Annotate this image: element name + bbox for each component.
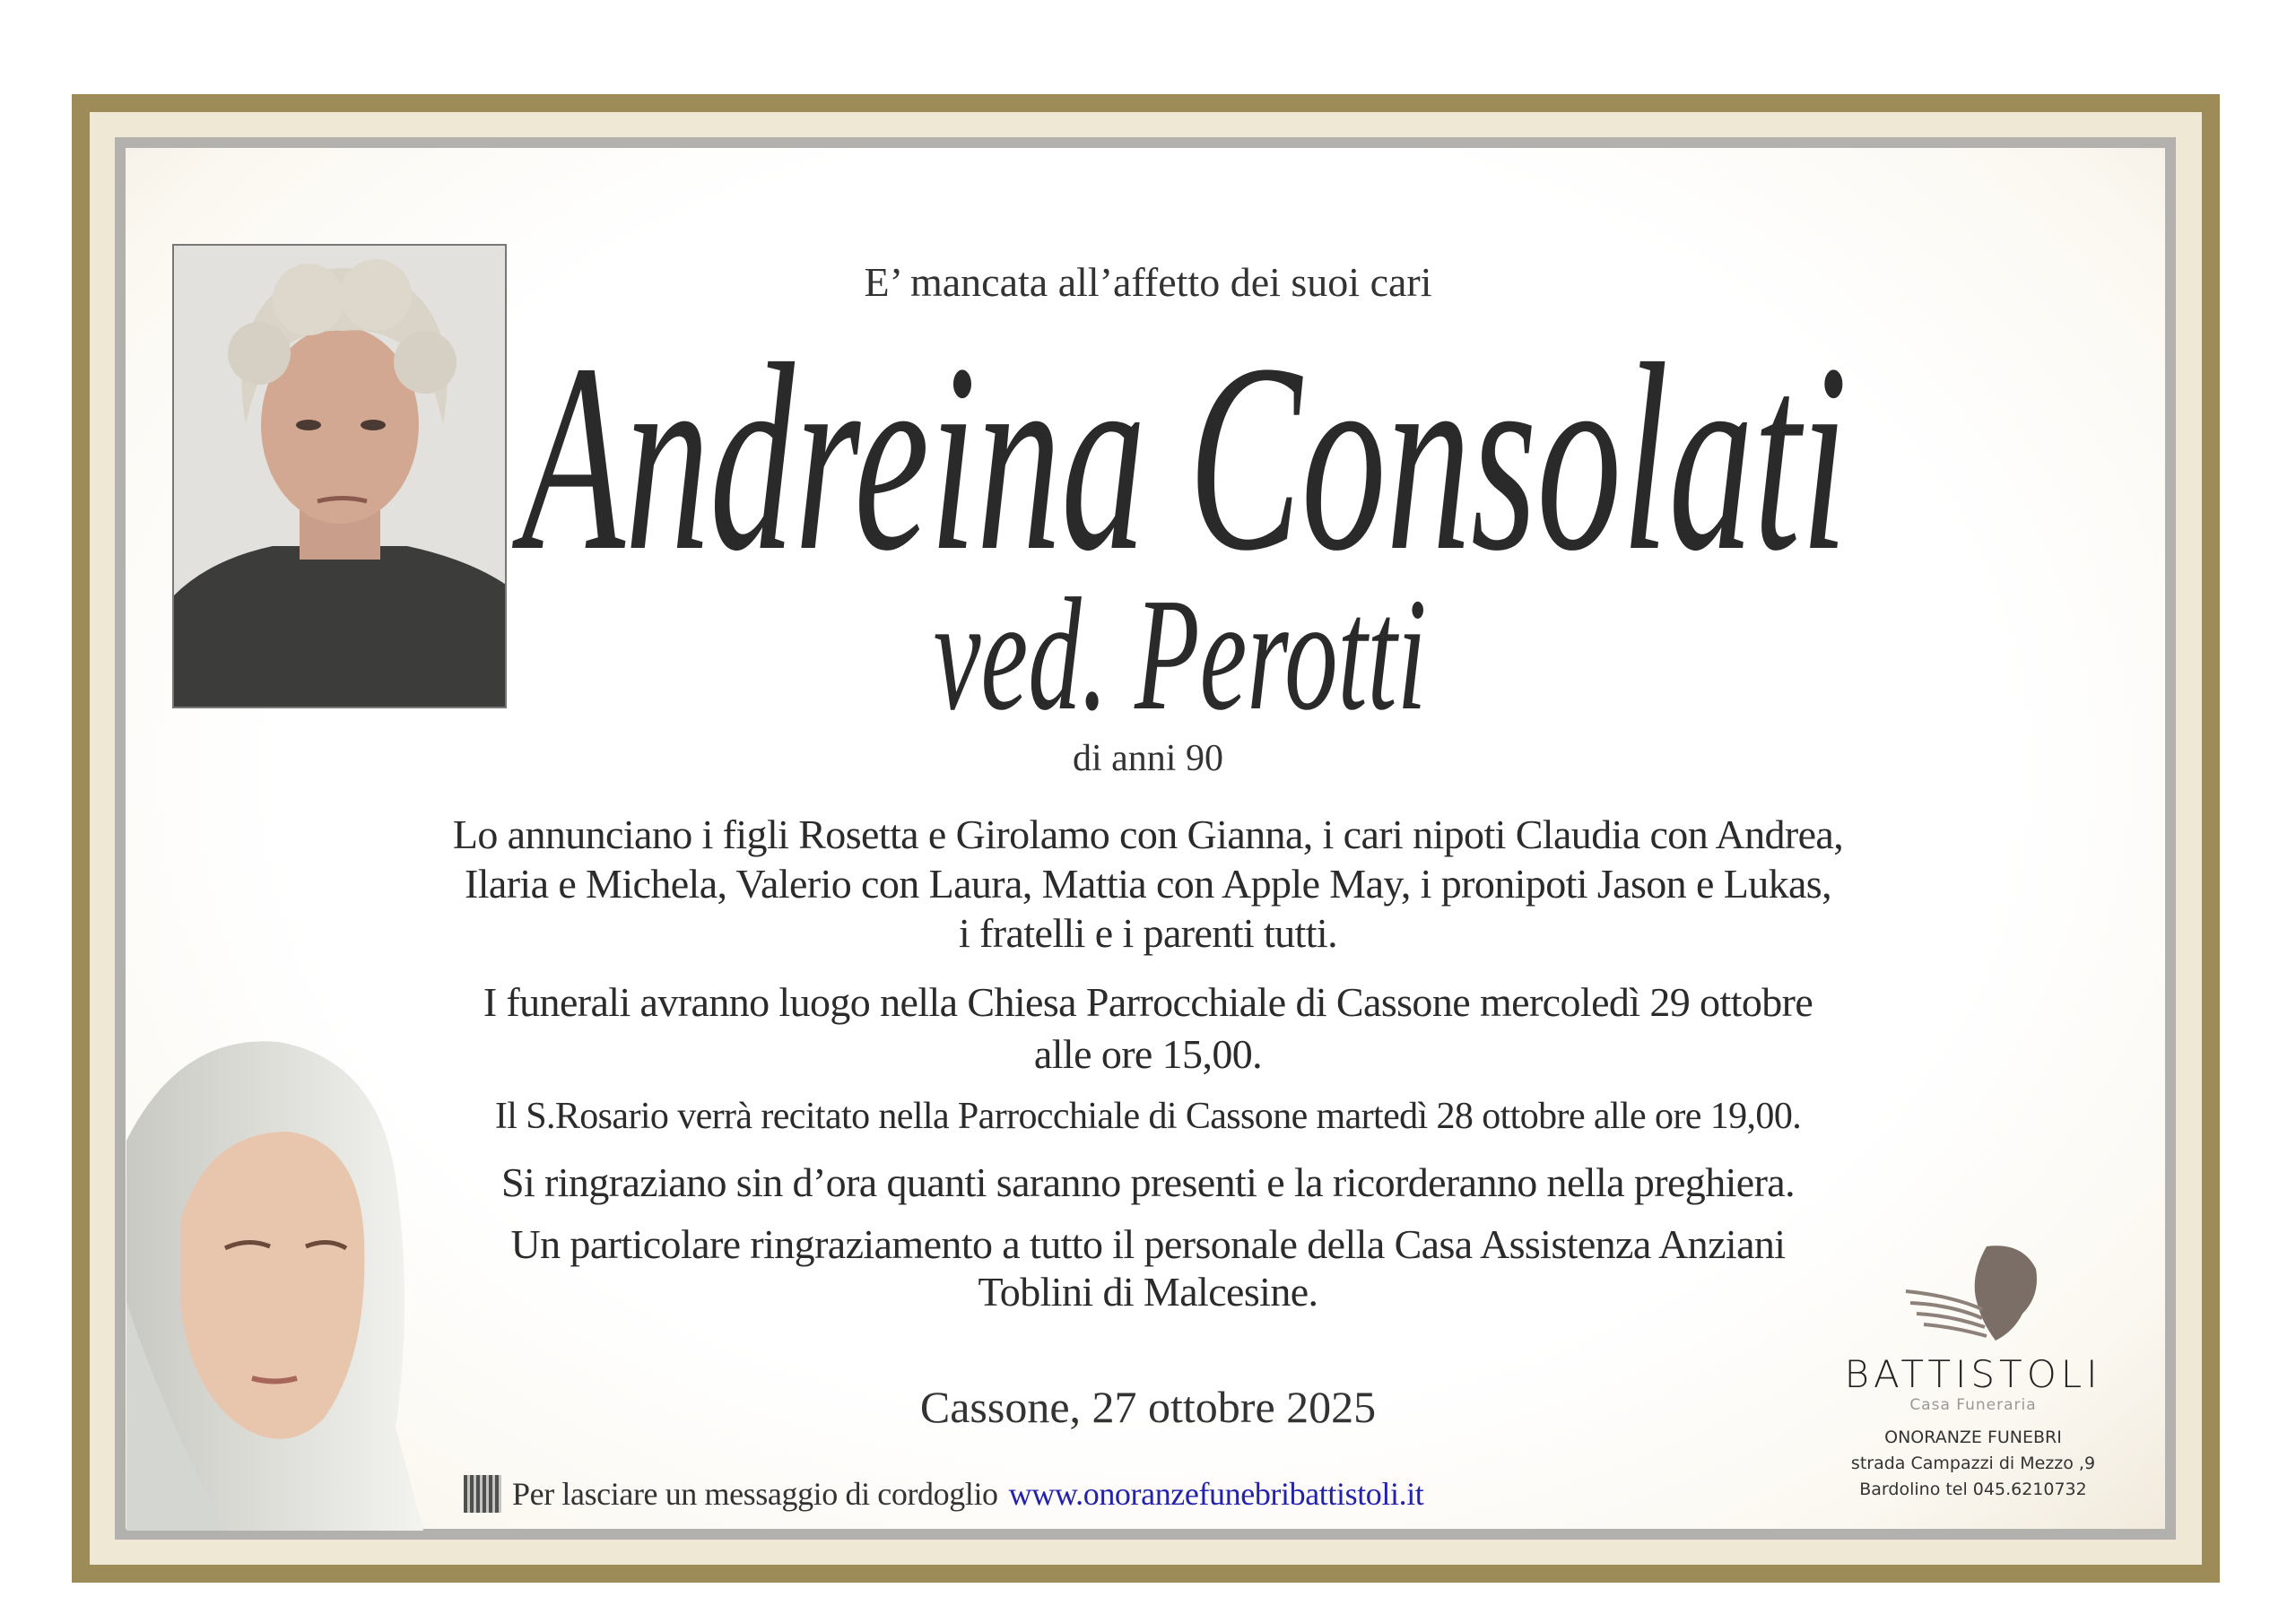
logo-brand: BATTISTOLI [1844, 1352, 2102, 1396]
funeral-line-1: I funerali avranno luogo nella Chiesa Parrocchiale di Cassone mercoledì 29 ottobre [483, 979, 1813, 1025]
intro-text: E’ mancata all’affetto dei suoi cari [864, 259, 1432, 305]
place-date: Cassone, 27 ottobre 2025 [919, 1382, 1377, 1432]
rosary-line: Il S.Rosario verrà recitato nella Parrocchiale di Cassone martedì 28 ottobre alle ore 19,00. [494, 1096, 1802, 1137]
condolence-link[interactable]: www.onoranzefunebribattistoli.it [1008, 1476, 1424, 1512]
winged-head-icon [1897, 1242, 2049, 1345]
deceased-name: Andreina Consolati [521, 308, 1848, 606]
family-line-1: Lo annunciano i figli Rosetta e Girolamo con Gianna, i cari nipoti Claudia con Andrea, [452, 812, 1844, 857]
family-line-3: i fratelli e i parenti tutti. [958, 910, 1337, 956]
logo-city-phone: Bardolino tel 045.6210732 [1859, 1480, 2087, 1499]
logo-tagline: Casa Funeraria [1909, 1396, 2037, 1414]
thanks-line: Si ringraziano sin d’ora quanti saranno presenti e la ricorderanno nella preghiera. [500, 1159, 1796, 1205]
married-name: ved. Perotti [933, 565, 1427, 743]
madonna-image [126, 1033, 423, 1531]
qr-code-icon[interactable] [464, 1475, 501, 1513]
special-thanks-line-2: Toblini di Malcesine. [978, 1269, 1318, 1315]
condolence-message: Per lasciare un messaggio di cordoglio [512, 1476, 998, 1512]
age-text: di anni 90 [1073, 738, 1223, 779]
condolence-footer [464, 1475, 1423, 1513]
funeral-line-2: alle ore 15,00. [1033, 1031, 1263, 1077]
family-line-2: Ilaria e Michela, Valerio con Laura, Mattia con Apple May, i pronipoti Jason e Lukas, [464, 861, 1832, 907]
logo-address: strada Campazzi di Mezzo ,9 [1850, 1454, 2096, 1473]
funeral-home-logo [1830, 1242, 2117, 1503]
logo-service: ONORANZE FUNEBRI [1884, 1428, 2062, 1447]
special-thanks-line-1: Un particolare ringraziamento a tutto il personale della Casa Assistenza Anziani [510, 1221, 1786, 1267]
